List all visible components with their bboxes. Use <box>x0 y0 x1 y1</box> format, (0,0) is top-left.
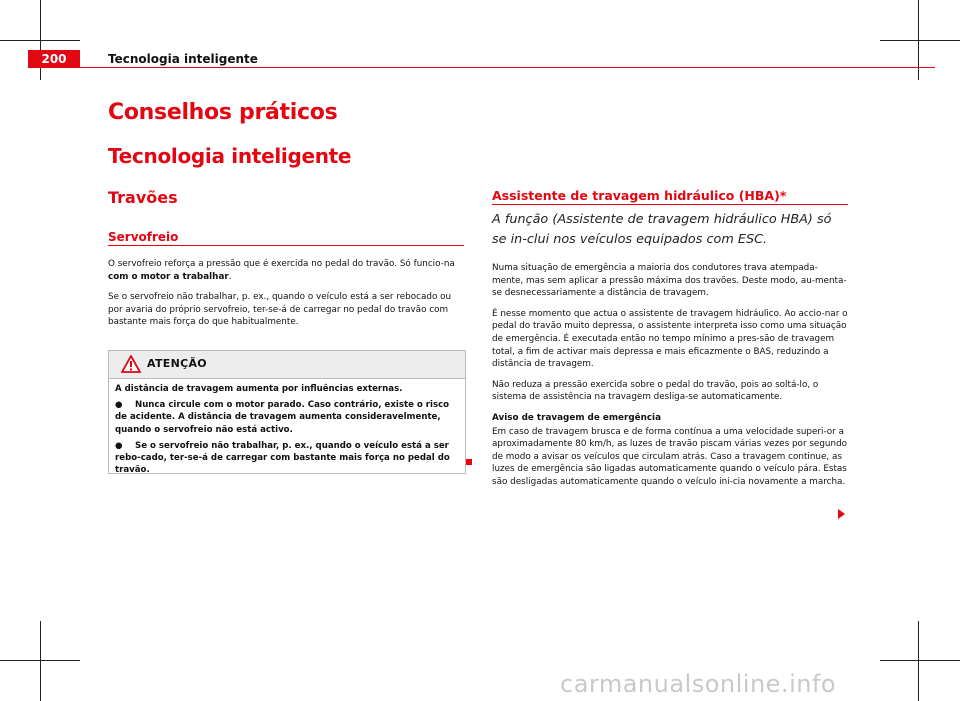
bullet-icon: ● <box>115 440 123 451</box>
watermark: carmanualsonline.info <box>560 670 837 698</box>
header-rule <box>80 67 935 68</box>
warning-body <box>109 379 465 476</box>
subheading: Aviso de travagem de emergência <box>492 412 662 423</box>
emphasis-text: com o motor a trabalhar <box>108 271 229 282</box>
paragraph: Numa situação de emergência a maioria dos condutores trava atempada-mente, mas sem aplicar a pressão máxima dos travões. Deste modo, au-menta-se desnecessariamente a distância de travagem. <box>492 263 847 299</box>
warning-bullet <box>115 399 459 436</box>
right-body <box>492 262 848 497</box>
crop-mark <box>40 621 41 701</box>
crop-mark <box>40 0 41 80</box>
topic-title: Servofreio <box>108 230 179 244</box>
continue-arrow-icon <box>838 509 845 519</box>
paragraph: Não reduza a pressão exercida sobre o pedal do travão, pois ao soltá-lo, o sistema de assistência na travagem desliga-se automaticamente. <box>492 379 819 403</box>
bullet-icon: ● <box>115 400 123 411</box>
warning-bullet-text: Nunca circule com o motor parado. Caso contrário, existe o risco de acidente. A distância de travagem aumenta consideravelmente, quando o servofreio não está activo. <box>115 400 450 435</box>
page-number: 200 <box>28 50 80 68</box>
running-title: Tecnologia inteligente <box>108 52 258 66</box>
section-title: Tecnologia inteligente <box>108 144 352 168</box>
paragraph: Em caso de travagem brusca e de forma contínua a uma velocidade superi-or a aproximadamente 80 km/h, as luzes de travão piscam várias vezes por segundo de modo a avisar os veículos que circulam atrás. Caso a travagem continue, as luzes de emergência são ligadas automaticamente quando o veículo pára. Estas são desligadas automaticamente quando o veículo ini-cia novamente a marcha. <box>492 426 848 487</box>
crop-mark <box>918 0 919 80</box>
crop-mark <box>880 40 960 41</box>
crop-mark <box>880 660 960 661</box>
warning-triangle-icon <box>121 355 141 377</box>
warning-bullet-text: Se o servofreio não trabalhar, p. ex., quando o veículo está a ser rebo-cado, ter-se-á de carregar com bastante mais força no pedal do travão. <box>115 440 450 476</box>
paragraph <box>108 258 466 283</box>
warning-header <box>109 351 465 379</box>
warning-intro: A distância de travagem aumenta por influências externas. <box>115 384 403 394</box>
right-section-rule <box>492 204 848 205</box>
right-section-title: Assistente de travagem hidráulico (HBA)* <box>492 188 787 203</box>
warning-box <box>108 350 466 474</box>
subsection-title: Travões <box>108 188 178 207</box>
left-body <box>108 258 466 337</box>
paragraph-text: . <box>228 271 232 282</box>
lead-text: A função (Assistente de travagem hidráulico HBA) só se in-clui nos veículos equipados com ESC. <box>492 212 832 247</box>
paragraph: É nesse momento que actua o assistente de travagem hidráulico. Ao accio-nar o pedal do travão muito depressa, o assistente interpreta isso como uma situação de emergência. É executada então no tempo mínimo a pres-são de travagem total, a fim de activar mais depressa e mais eficazmente o BAS, reduzindo a distância de travagem. <box>492 308 848 370</box>
crop-mark <box>918 621 919 701</box>
paragraph: Se o servofreio não trabalhar, p. ex., quando o veículo está a ser rebocado ou por avaria do próprio servofreio, ter-se-á de carregar no pedal do travão com bastante mais força do que habitualmente. <box>108 292 452 328</box>
topic-rule <box>108 245 464 246</box>
chapter-title: Conselhos práticos <box>108 100 338 125</box>
warning-title: ATENÇÃO <box>147 357 207 370</box>
paragraph-text: O servofreio reforça a pressão que é exercida no pedal do travão. Só funcio-na <box>108 259 455 269</box>
warning-bullet <box>115 440 459 477</box>
section-end-mark <box>466 459 472 465</box>
